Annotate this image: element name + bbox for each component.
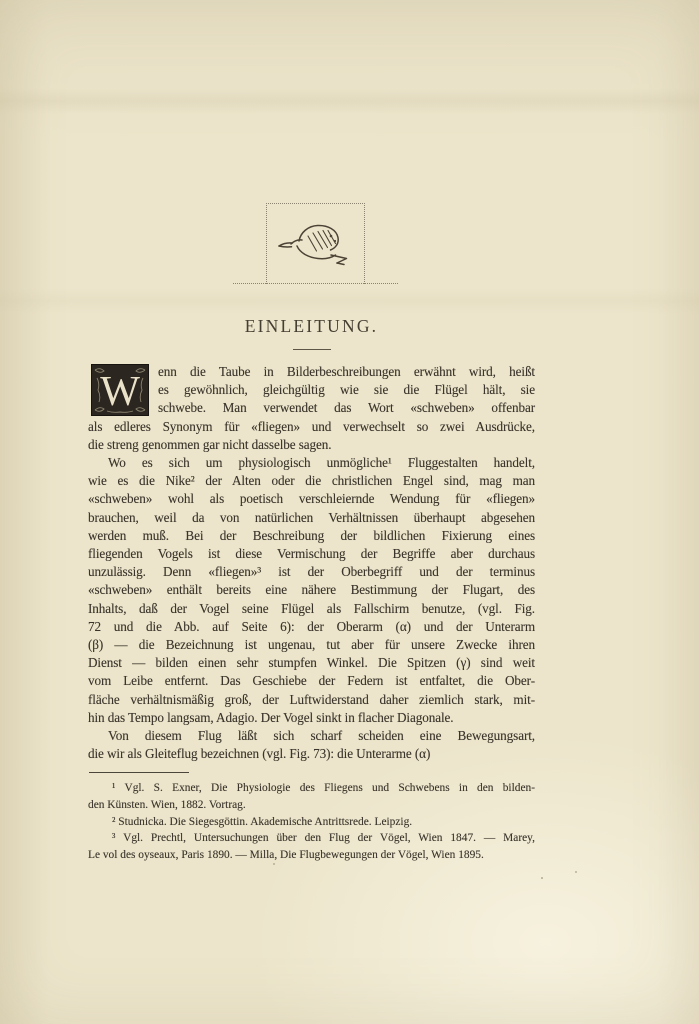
text-line: ¹ Vgl. S. Exner, Die Physiologie des Fliegens und Schwebens in den bilden- <box>112 782 535 795</box>
text-line: fliegenden Vogels ist diese Vermischung der Begriffe aber durchaus <box>88 546 535 562</box>
footnote <box>88 780 535 813</box>
text-line: hin das Tempo langsam, Adagio. Der Vogel sinkt in flacher Diagonale. <box>88 709 454 725</box>
paper-speck <box>575 871 577 873</box>
footnote-rule <box>89 772 189 773</box>
title-rule <box>88 349 535 351</box>
paper-speck <box>541 877 543 879</box>
text-line: enn die Taube in Bilderbeschreibungen erwähnt wird, heißt <box>158 364 535 379</box>
bird-dot <box>334 240 336 242</box>
text-line: als edleres Synonym für «fliegen» und verwechselt so zwei Ausdrücke, <box>88 418 535 434</box>
text-line: werden muß. Bei der Beschreibung der bildlichen Fixierung eines <box>88 527 535 543</box>
text-line: ² Studnicka. Die Siegesgöttin. Akademische Antrittsrede. Leipzig. <box>112 815 413 828</box>
vignette-frame <box>266 203 365 284</box>
drop-cap-initial <box>91 364 149 416</box>
flying-bird-icon <box>273 212 358 278</box>
text-line: schwebe. Man verwendet das Wort «schweben» offenbar <box>158 400 535 416</box>
text-line: die streng genommen gar nicht dasselbe sagen. <box>88 436 332 452</box>
text-line: Inhalts, daß der Vogel seine Flügel als Fallschirm benutze, (vgl. Fig. <box>88 600 535 616</box>
paragraph <box>88 454 535 727</box>
text-line: unzulässig. Denn «fliegen»³ ist der Oberbegriff und der terminus <box>88 564 535 580</box>
text-line: Von diesem Flug läßt sich scharf scheiden eine Bewegungsart, <box>108 728 535 744</box>
text-line: «schweben» enthält bereits eine nähere Bestimmung der Flugart, des <box>88 582 535 598</box>
text-line: «schweben» wohl als poetisch verschleiernde Wendung für «fliegen» <box>88 491 535 507</box>
body-text <box>88 363 535 863</box>
text-line: es gewöhnlich, gleichgültig wie sie die Flügel hält, sie <box>158 382 535 398</box>
drop-cap-letter: W <box>100 369 140 415</box>
text-line: die wir als Gleiteflug bezeichnen (vgl. Fig. 73): die Unterarme (α) <box>88 746 431 762</box>
text-line: 72 und die Abb. auf Seite 6): der Oberarm (α) und der Unterarm <box>88 618 535 634</box>
text-line: Le vol des oyseaux, Paris 1890. — Milla, Die Flugbewegungen der Vögel, Wien 1895. <box>88 848 484 861</box>
footnotes <box>88 780 535 863</box>
paper-crease <box>0 88 699 114</box>
vignette-baseline <box>233 283 398 284</box>
text-line: vom Leibe entfernt. Das Geschiebe der Federn ist entfaltet, die Ober- <box>88 673 535 689</box>
text-line: den Künsten. Wien, 1882. Vortrag. <box>88 799 246 812</box>
text-line: brauchen, weil da von natürlichen Verhältnissen überhaupt abgesehen <box>88 509 535 525</box>
paragraph <box>88 727 535 763</box>
paragraph <box>88 363 535 454</box>
bird-eye-dot <box>330 235 333 238</box>
text-line: (β) — die Bezeichnung ist ungenau, tut aber für unsere Zwecke ihren <box>88 637 535 653</box>
paper-crease <box>0 288 699 314</box>
text-line: ³ Vgl. Prechtl, Untersuchungen über den Flug der Vögel, Wien 1847. — Marey, <box>112 832 535 845</box>
paper-speck <box>273 863 275 865</box>
footnote <box>88 814 535 831</box>
text-line: Dienst — bilden einen sehr stumpfen Winkel. Die Spitzen (γ) sind weit <box>88 655 535 671</box>
page-title: EINLEITUNG. <box>244 316 379 336</box>
text-line: Wo es sich um physiologisch unmögliche¹ Fluggestalten handelt, <box>108 455 535 471</box>
text-line: fläche verhältnismäßig groß, der Luftwiderstand daher ziemlich stark, mit- <box>88 691 535 707</box>
footnote <box>88 830 535 863</box>
text-line: wie es die Nike² der Alten oder die christlichen Engel sind, mag man <box>88 473 535 489</box>
